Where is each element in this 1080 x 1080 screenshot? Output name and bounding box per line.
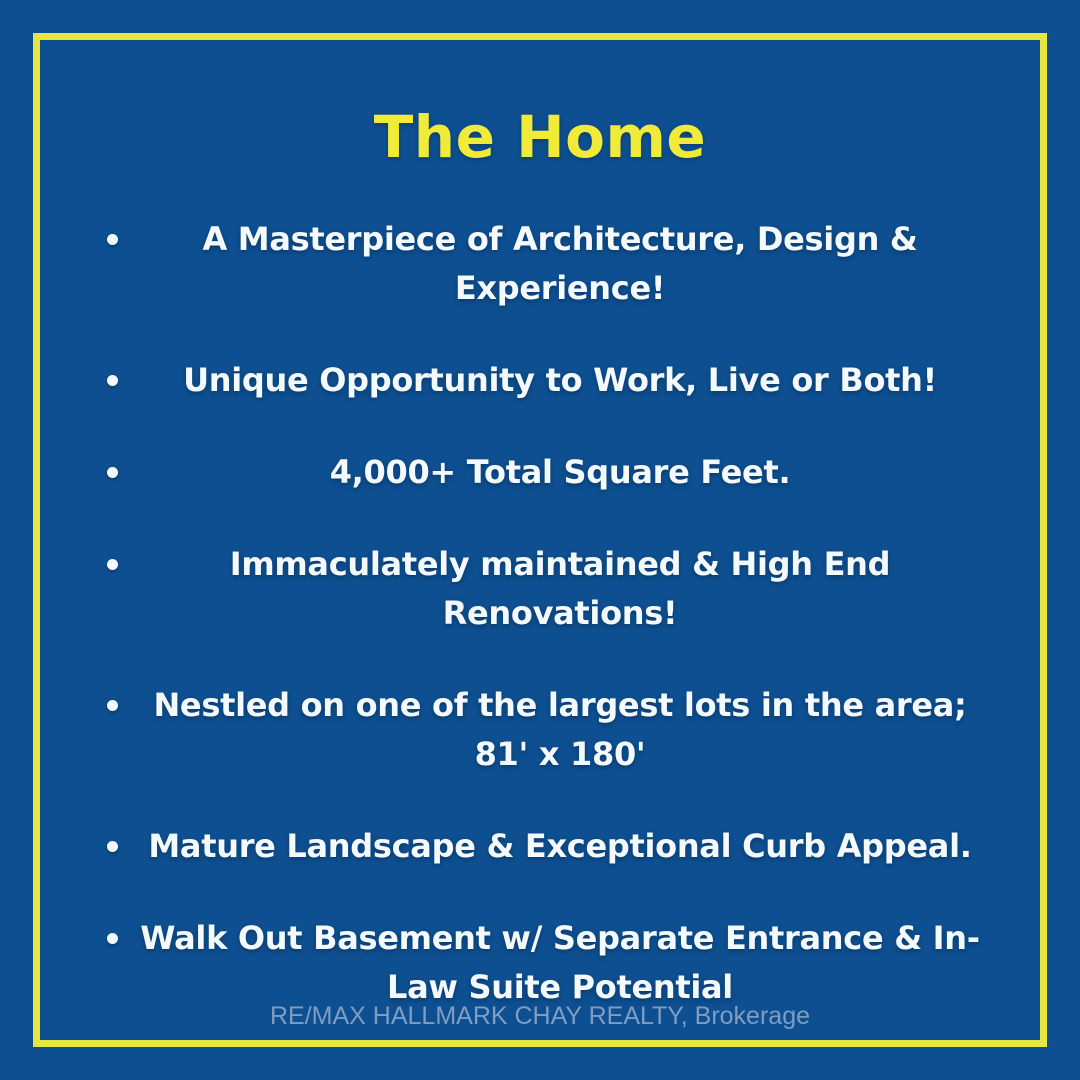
list-item: [95, 822, 985, 871]
bullet-dot-icon: [107, 375, 118, 386]
bullet-dot-icon: [107, 841, 118, 852]
feature-text: Walk Out Basement w/ Separate Entrance & In-: [140, 919, 980, 957]
list-item: [95, 540, 985, 638]
bullet-dot-icon: [107, 467, 118, 478]
feature-text: Immaculately maintained & High End: [229, 545, 891, 583]
list-item: [95, 681, 985, 779]
page-title: The Home: [373, 103, 707, 171]
list-item: [95, 914, 985, 1012]
feature-list: [95, 215, 985, 1012]
bullet-dot-icon: [107, 700, 118, 711]
bullet-dot-icon: [107, 234, 118, 245]
feature-text: Nestled on one of the largest lots in the area;: [153, 686, 967, 724]
feature-text: Experience!: [454, 269, 666, 307]
bullet-dot-icon: [107, 933, 118, 944]
feature-text: 81' x 180': [474, 735, 646, 773]
feature-text: Law Suite Potential: [387, 968, 733, 1006]
list-item: [95, 356, 985, 405]
feature-text: Mature Landscape & Exceptional Curb Appeal.: [148, 827, 972, 865]
feature-text: Unique Opportunity to Work, Live or Both!: [183, 361, 937, 399]
feature-text: 4,000+ Total Square Feet.: [329, 453, 791, 491]
list-item: [95, 215, 985, 313]
list-item: [95, 448, 985, 497]
feature-text: Renovations!: [442, 594, 678, 632]
brokerage-credit: RE/MAX HALLMARK CHAY REALTY, Brokerage: [269, 1002, 810, 1030]
bullet-dot-icon: [107, 559, 118, 570]
feature-text: A Masterpiece of Architecture, Design &: [202, 220, 918, 258]
